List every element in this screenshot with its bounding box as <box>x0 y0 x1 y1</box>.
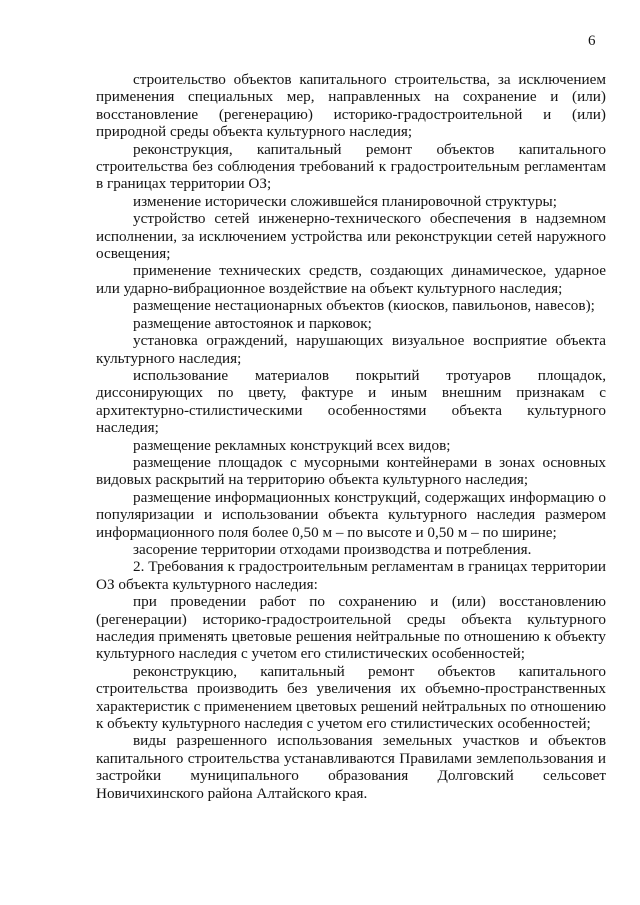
document-body <box>96 71 606 802</box>
section-heading: 2. Требования к градостроительным регламентам в границах территории ОЗ объекта культурного наследия: <box>96 558 606 593</box>
paragraph: размещение нестационарных объектов (киосков, павильонов, навесов); <box>133 297 595 315</box>
paragraph: применение технических средств, создающих динамическое, ударное или ударно-вибрационное воздействие на объект культурного наследия; <box>96 262 606 297</box>
paragraph: виды разрешенного использования земельных участков и объектов капитального строительства устанавливаются Правилами землепользования и застройки муниципального образования Долговский сельсовет Новичихинского района Алтайского края. <box>96 732 606 802</box>
paragraph: засорение территории отходами производства и потребления. <box>133 540 532 558</box>
paragraph: установка ограждений, нарушающих визуальное восприятие объекта культурного наследия; <box>96 332 606 367</box>
paragraph: устройство сетей инженерно-технического обеспечения в надземном исполнении, за исключением устройства или реконструкции сетей наружного освещения; <box>96 210 606 263</box>
paragraph: при проведении работ по сохранению и (или) восстановлению (регенерации) историко-градостроительной среды объекта культурного наследия применять цветовые решения нейтральные по отношению к объекту культурного наследия с учетом его стилистических особенностей; <box>96 593 606 663</box>
paragraph: использование материалов покрытий тротуаров площадок, диссонирующих по цвету, фактуре и иным внешним признакам с архитектурно-стилистическими особенностями объекта культурного наследия; <box>96 366 606 437</box>
paragraph: изменение исторически сложившейся планировочной структуры; <box>133 192 557 210</box>
paragraph: размещение рекламных конструкций всех видов; <box>133 436 451 454</box>
paragraph: реконструкцию, капитальный ремонт объектов капитального строительства производить без увеличения их объемно-пространственных характеристик с применением цветовых решений нейтральных по отношению к объекту культурного наследия с учетом его стилистических особенностей; <box>96 662 606 733</box>
paragraph: размещение информационных конструкций, содержащих информацию о популяризации и использовании объекта культурного наследия размером информационного поля более 0,50 м – по высоте и 0,50 м – по ширине; <box>96 488 606 541</box>
paragraph: размещение автостоянок и парковок; <box>133 314 372 332</box>
paragraph: размещение площадок с мусорными контейнерами в зонах основных видовых раскрытий на территорию объекта культурного наследия; <box>96 453 606 489</box>
paragraph: реконструкция, капитальный ремонт объектов капитального строительства без соблюдения требований к градостроительным регламентам в границах территории ОЗ; <box>96 140 606 193</box>
page-number: 6 <box>588 33 596 49</box>
paragraph: строительство объектов капитального строительства, за исключением применения специальных мер, направленных на сохранение и (или) восстановление (регенерацию) историко-градостроительной и (или) природной среды объекта культурного наследия; <box>96 71 606 141</box>
